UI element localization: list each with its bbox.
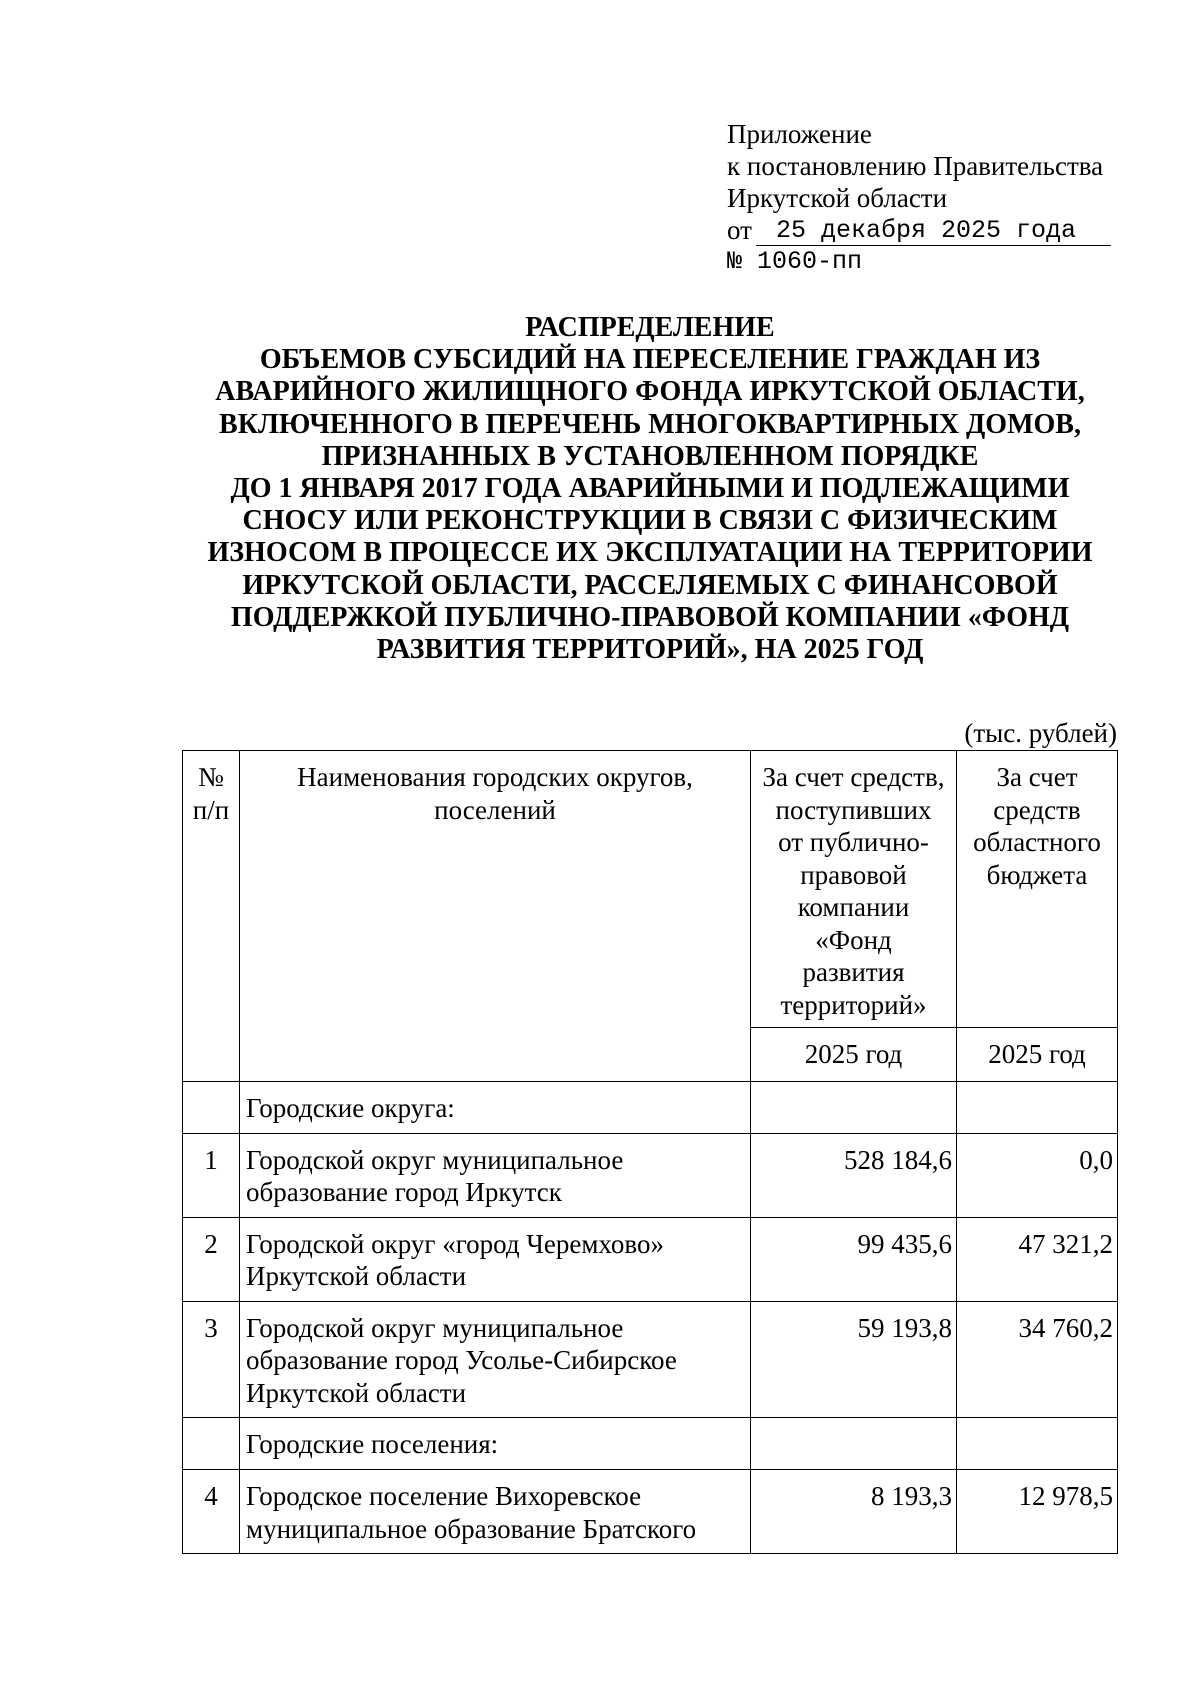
title-line: РАСПРЕДЕЛЕНИЕ — [525, 312, 775, 343]
appendix-date-row — [727, 214, 1111, 246]
title-line: ВКЛЮЧЕННОГО В ПЕРЕЧЕНЬ МНОГОКВАРТИРНЫХ ДОМОВ, — [219, 408, 1081, 440]
row-region-value: 12 978,5 — [957, 1470, 1118, 1554]
row-name — [240, 1217, 751, 1301]
title-line: РАЗВИТИЯ ТЕРРИТОРИЙ», НА 2025 ГОД — [376, 634, 924, 666]
row-name — [240, 1133, 751, 1217]
row-fund-value: 59 193,8 — [751, 1301, 957, 1418]
appendix-block — [727, 118, 1111, 278]
header-name-line: Наименования городских округов, — [297, 762, 693, 792]
section-region-cell — [957, 1081, 1118, 1133]
row-number: 4 — [183, 1470, 240, 1554]
title-line: ПРИЗНАННЫХ В УСТАНОВЛЕННОМ ПОРЯДКЕ — [321, 440, 979, 472]
row-region-value: 34 760,2 — [957, 1301, 1118, 1418]
title-line: ПОДДЕРЖКОЙ ПУБЛИЧНО-ПРАВОВОЙ КОМПАНИИ «ФОНД — [230, 601, 1070, 633]
row-name-line: Иркутской области — [246, 1377, 467, 1408]
date-prefix: от — [727, 215, 752, 245]
subsidy-table — [182, 750, 1118, 1554]
title-line: ОБЪЕМОВ СУБСИДИЙ НА ПЕРЕСЕЛЕНИЕ ГРАЖДАН ИЗ — [259, 344, 1041, 376]
appendix-line-3: Иркутской области — [727, 183, 948, 213]
table-row — [183, 1470, 1118, 1554]
title-line: ИРКУТСКОЙ ОБЛАСТИ, РАССЕЛЯЕМЫХ С ФИНАНСОВОЙ — [242, 569, 1058, 601]
title-line: ДО 1 ЯНВАРЯ 2017 ГОДА АВАРИЙНЫМИ И ПОДЛЕЖАЩИМИ — [230, 473, 1070, 505]
row-fund-value: 8 193,3 — [751, 1470, 957, 1554]
header-name — [240, 751, 751, 1082]
table-header-row — [183, 751, 1118, 1028]
row-name-line: образование город Усолье-Сибирское — [246, 1345, 677, 1375]
header-region-line: За счет — [996, 762, 1078, 792]
header-num-line: п/п — [192, 794, 230, 825]
header-fund-line: правовой — [800, 859, 907, 890]
row-number: 3 — [183, 1301, 240, 1418]
section-row — [183, 1418, 1118, 1470]
header-fund-line: компании — [797, 892, 910, 922]
header-fund — [751, 751, 957, 1028]
row-name-line: Иркутской области — [246, 1261, 467, 1291]
resolution-number: № 1060-пп — [727, 247, 863, 276]
section-title: Городские поселения: — [240, 1418, 751, 1470]
table-row — [183, 1217, 1118, 1301]
header-name-line: поселений — [434, 794, 556, 825]
appendix-line-2: к постановлению Правительства — [727, 151, 1104, 181]
resolution-date: 25 декабря 2025 года — [756, 217, 1111, 246]
document-title — [150, 312, 1150, 666]
header-num-line: № — [198, 762, 224, 792]
table-row — [183, 1133, 1118, 1217]
section-num-cell — [183, 1418, 240, 1470]
row-name — [240, 1470, 751, 1554]
section-region-cell — [957, 1418, 1118, 1470]
title-line: АВАРИЙНОГО ЖИЛИЩНОГО ФОНДА ИРКУТСКОЙ ОБЛАСТИ, — [215, 376, 1085, 408]
header-region-line: бюджета — [986, 859, 1088, 890]
row-name-line: Городской округ «город Черемхово» — [246, 1228, 664, 1259]
row-region-value: 47 321,2 — [957, 1217, 1118, 1301]
header-region-line: областного — [973, 827, 1101, 857]
header-fund-line: от публично- — [778, 827, 929, 857]
header-fund-line: За счет средств, — [762, 762, 945, 792]
row-region-value: 0,0 — [957, 1133, 1118, 1217]
row-name — [240, 1301, 751, 1418]
header-fund-line: «Фонд — [815, 924, 892, 955]
row-name-line: Городское поселение Вихоревское — [246, 1481, 642, 1511]
row-fund-value: 528 184,6 — [751, 1133, 957, 1217]
header-fund-line: территорий» — [780, 989, 927, 1020]
row-name-line: образование город Иркутск — [246, 1177, 562, 1207]
header-fund-line: развития — [802, 957, 905, 987]
header-region-year: 2025 год — [957, 1028, 1118, 1082]
header-num — [183, 751, 240, 1082]
row-number: 2 — [183, 1217, 240, 1301]
row-number: 1 — [183, 1133, 240, 1217]
appendix-line-1: Приложение — [727, 119, 872, 149]
section-num-cell — [183, 1081, 240, 1133]
header-fund-year: 2025 год — [751, 1028, 957, 1082]
header-fund-line: поступивших — [775, 794, 932, 825]
row-fund-value: 99 435,6 — [751, 1217, 957, 1301]
section-row — [183, 1081, 1118, 1133]
title-line: СНОСУ ИЛИ РЕКОНСТРУКЦИИ В СВЯЗИ С ФИЗИЧЕСКИМ — [242, 505, 1058, 537]
row-name-line: Городской округ муниципальное — [246, 1312, 624, 1343]
units-label: (тыс. рублей) — [964, 718, 1117, 748]
row-name-line: Городской округ муниципальное — [246, 1144, 624, 1175]
section-fund-cell — [751, 1418, 957, 1470]
section-title: Городские округа: — [240, 1081, 751, 1133]
section-fund-cell — [751, 1081, 957, 1133]
table-row — [183, 1301, 1118, 1418]
title-line: ИЗНОСОМ В ПРОЦЕССЕ ИХ ЭКСПЛУАТАЦИИ НА ТЕРРИТОРИИ — [207, 537, 1093, 569]
header-region-line: средств — [993, 794, 1081, 825]
header-region — [957, 751, 1118, 1028]
row-name-line: муниципальное образование Братского — [246, 1513, 697, 1544]
